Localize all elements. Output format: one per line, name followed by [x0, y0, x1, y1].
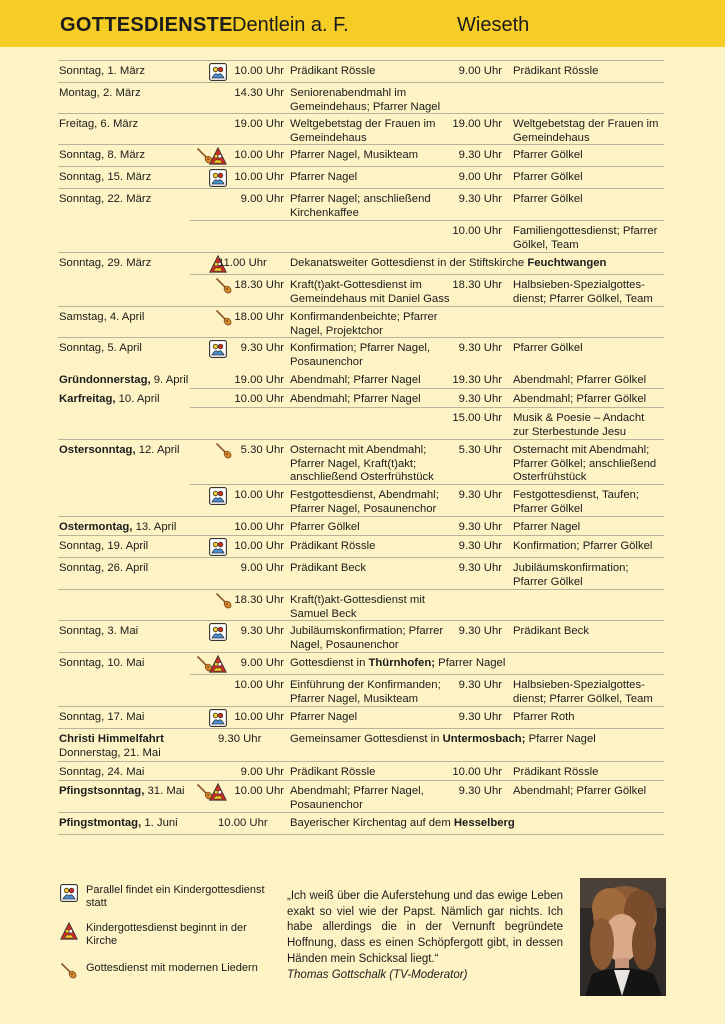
time-dentlein: 10.00 Uhr — [234, 65, 284, 77]
service-description-joint — [290, 257, 664, 271]
row-divider — [450, 220, 664, 221]
service-description-wieseth: Pfarrer Roth — [513, 711, 575, 723]
schedule-row — [58, 706, 664, 728]
time-dentlein: 10.00 Uhr — [234, 785, 284, 797]
schedule-row — [58, 780, 664, 812]
schedule-row — [58, 484, 664, 516]
date-text: Sonntag, 26. April — [59, 562, 149, 574]
holiday-name: Gründonnerstag, — [59, 374, 151, 386]
date-text: Sonntag, 22. März — [59, 193, 152, 205]
schedule-row — [58, 557, 664, 589]
date-text: Sonntag, 3. Mai — [59, 625, 139, 637]
time-dentlein: 9.30 Uhr — [218, 733, 262, 745]
service-date — [59, 193, 194, 207]
date-text: Sonntag, 5. April — [59, 342, 142, 354]
service-date — [59, 149, 194, 163]
date-text: Sonntag, 17. Mai — [59, 711, 145, 723]
holiday-name: Christi Himmelfahrt — [59, 733, 164, 745]
date-text: 31. Mai — [144, 785, 185, 797]
location-highlight: Hesselberg — [453, 817, 515, 829]
schedule-row — [58, 674, 664, 706]
holiday-name: Karfreitag, — [59, 393, 116, 405]
schedule-row — [58, 535, 664, 557]
service-date — [59, 171, 194, 185]
time-wieseth: 9.30 Uhr — [458, 393, 502, 405]
time-wieseth: 10.00 Uhr — [452, 766, 502, 778]
schedule-row — [58, 144, 664, 166]
time-wieseth: 19.30 Uhr — [452, 374, 502, 386]
holiday-name: Pfingstmontag, — [59, 817, 142, 829]
time-dentlein: 14.30 Uhr — [234, 87, 284, 99]
service-date — [59, 311, 194, 325]
service-description-wieseth: Abendmahl; Pfarrer Gölkel — [513, 785, 647, 797]
time-dentlein: 10.00 Uhr — [234, 540, 284, 552]
time-wieseth: 15.00 Uhr — [452, 412, 502, 424]
service-description-dentlein: Pfarrer Nagel; anschließend Kirchenkaffee — [290, 193, 431, 219]
description-text: Gottesdienst in — [290, 657, 369, 669]
time-dentlein: 9.00 Uhr — [240, 766, 284, 778]
service-date — [59, 87, 194, 101]
service-description-dentlein: Abendmahl; Pfarrer Nagel — [290, 374, 421, 386]
service-description-wieseth: Osternacht mit Abendmahl; Pfarrer Gölkel; anschließend Osterfrühstück — [513, 444, 657, 483]
service-date — [59, 562, 194, 576]
date-text-secondary: Donnerstag, 21. Mai — [59, 746, 161, 759]
service-date — [59, 733, 194, 760]
service-description-wieseth: Prädikant Beck — [513, 625, 589, 637]
kigo-parallel-icon — [60, 884, 78, 902]
service-description-dentlein: Pfarrer Nagel, Musikteam — [290, 149, 419, 161]
time-dentlein: 9.00 Uhr — [240, 657, 284, 669]
date-text: Freitag, 6. März — [59, 118, 139, 130]
schedule-row — [58, 306, 664, 337]
holiday-name: Ostersonntag, — [59, 444, 136, 456]
service-description-dentlein: Festgottesdienst, Abendmahl; Pfarrer Nagel, Posaunenchor — [290, 489, 439, 515]
date-text: Sonntag, 1. März — [59, 65, 146, 77]
time-dentlein: 11.00 Uhr — [218, 257, 267, 269]
service-date — [59, 374, 194, 388]
service-description-dentlein: Seniorenabendmahl im Gemeindehaus; Pfarrer Nagel — [290, 87, 441, 113]
schedule-row — [58, 252, 664, 274]
time-wieseth: 19.00 Uhr — [452, 118, 502, 130]
date-text: Sonntag, 8. März — [59, 149, 146, 161]
service-description-dentlein: Einführung der Konfirmanden; Pfarrer Nagel, Musikteam — [290, 679, 441, 705]
date-text: Sonntag, 24. Mai — [59, 766, 145, 778]
service-date — [59, 625, 194, 639]
schedule-row — [58, 166, 664, 188]
service-date — [59, 521, 194, 535]
service-date — [59, 342, 194, 356]
schedule-row — [58, 589, 664, 620]
service-description-dentlein: Pfarrer Gölkel — [290, 521, 360, 533]
schedule-row — [58, 82, 664, 113]
time-dentlein: 18.30 Uhr — [234, 594, 284, 606]
service-description-dentlein: Kraft(t)akt-Gottesdienst im Gemeindehaus mit Daniel Gass — [290, 279, 450, 305]
row-divider — [58, 834, 664, 835]
description-text: Pfarrer Nagel — [525, 733, 596, 745]
service-description-dentlein: Konfirmation; Pfarrer Nagel, Posaunenchor — [290, 342, 431, 368]
row-divider — [58, 589, 450, 590]
description-text: Bayerischer Kirchentag auf dem — [290, 817, 454, 829]
location-highlight: Thürnhofen; — [368, 657, 436, 669]
service-description-dentlein: Pfarrer Nagel — [290, 711, 358, 723]
service-description-joint — [290, 817, 664, 831]
time-dentlein: 10.00 Uhr — [234, 521, 284, 533]
time-wieseth: 9.30 Uhr — [458, 711, 502, 723]
kigo-kirche-icon — [60, 922, 78, 940]
legend-label: Gottesdienst mit modernen Liedern — [86, 962, 258, 974]
time-wieseth: 9.00 Uhr — [458, 171, 502, 183]
time-dentlein: 9.00 Uhr — [240, 562, 284, 574]
service-description-dentlein: Prädikant Beck — [290, 562, 366, 574]
date-text: Samstag, 4. April — [59, 311, 145, 323]
service-date — [59, 785, 194, 799]
service-description-wieseth: Weltgebetstag der Frauen im Gemeindehaus — [513, 118, 659, 144]
time-wieseth: 9.30 Uhr — [458, 149, 502, 161]
service-description-wieseth: Abendmahl; Pfarrer Gölkel — [513, 374, 647, 386]
schedule-row — [58, 337, 664, 369]
service-date — [59, 257, 194, 271]
schedule-row — [58, 620, 664, 652]
schedule-row — [58, 761, 664, 780]
time-wieseth: 9.30 Uhr — [458, 521, 502, 533]
service-description-dentlein: Prädikant Rössle — [290, 65, 376, 77]
holiday-name: Ostermontag, — [59, 521, 133, 533]
service-description-wieseth: Halbsieben-Spezialgottes-dienst; Pfarrer Gölkel, Team — [513, 279, 653, 305]
service-description-wieseth: Konfirmation; Pfarrer Gölkel — [513, 540, 653, 552]
schedule-row — [58, 728, 664, 761]
service-date — [59, 393, 194, 407]
service-description-wieseth: Pfarrer Gölkel — [513, 342, 583, 354]
legend-label: Kindergottesdienst beginnt in der Kirche — [86, 922, 247, 947]
column-heading-dentlein: Dentlein a. F. — [232, 14, 349, 36]
time-dentlein: 9.30 Uhr — [240, 342, 284, 354]
header-bar — [0, 0, 725, 47]
schedule-row — [58, 188, 664, 220]
time-wieseth: 9.30 Uhr — [458, 562, 502, 574]
service-date — [59, 65, 194, 79]
schedule-row — [58, 274, 664, 306]
schedule-row — [58, 407, 664, 439]
time-dentlein: 9.30 Uhr — [240, 625, 284, 637]
time-wieseth: 9.30 Uhr — [458, 540, 502, 552]
service-date — [59, 711, 194, 725]
date-text: Sonntag, 10. Mai — [59, 657, 145, 669]
schedule-row — [58, 369, 664, 388]
service-description-dentlein: Konfirmandenbeichte; Pfarrer Nagel, Projektchor — [290, 311, 438, 337]
service-description-dentlein: Osternacht mit Abendmahl; Pfarrer Nagel, Kraft(t)akt; anschließend Osterfrühstück — [290, 444, 434, 483]
service-description-wieseth: Pfarrer Gölkel — [513, 149, 583, 161]
schedule-row — [58, 113, 664, 144]
date-text: Montag, 2. März — [59, 87, 141, 99]
time-dentlein: 10.00 Uhr — [234, 171, 284, 183]
date-text: Sonntag, 29. März — [59, 257, 152, 269]
service-date — [59, 540, 194, 554]
date-text: 13. April — [132, 521, 177, 533]
time-wieseth: 9.30 Uhr — [458, 785, 502, 797]
service-description-dentlein: Prädikant Rössle — [290, 540, 376, 552]
time-wieseth: 9.30 Uhr — [458, 193, 502, 205]
time-dentlein: 18.30 Uhr — [234, 279, 284, 291]
service-date — [59, 444, 194, 458]
time-dentlein: 19.00 Uhr — [234, 374, 284, 386]
service-description-joint — [290, 733, 664, 747]
time-wieseth: 9.30 Uhr — [458, 489, 502, 501]
service-description-dentlein: Jubiläumskonfirmation; Pfarrer Nagel, Posaunenchor — [290, 625, 444, 651]
schedule-row — [58, 516, 664, 535]
service-description-dentlein: Abendmahl; Pfarrer Nagel, Posaunenchor — [290, 785, 424, 811]
service-description-wieseth: Musik & Poesie – Andacht zur Sterbestunde Jesu — [513, 412, 645, 438]
date-text: Sonntag, 19. April — [59, 540, 149, 552]
guitar-icon — [60, 962, 78, 980]
service-description-dentlein: Pfarrer Nagel — [290, 171, 358, 183]
time-wieseth: 10.00 Uhr — [452, 225, 502, 237]
service-date — [59, 766, 194, 780]
column-heading-wieseth: Wieseth — [457, 14, 530, 36]
service-description-wieseth: Festgottesdienst, Taufen; Pfarrer Gölkel — [513, 489, 640, 515]
time-wieseth: 9.30 Uhr — [458, 625, 502, 637]
page-title: GOTTESDIENSTE — [60, 14, 233, 36]
quote-text: „Ich weiß über die Auferstehung und das ewige Leben exakt so viel wie der Papst. Nämlich gar nichts. Ich habe allerdings die in der Vernunft begründete Hoffnung, dass es einen Schöpfergott gibt, in dessen Händen mein Schicksal liegt.“ — [287, 890, 563, 965]
time-dentlein: 10.00 Uhr — [234, 679, 284, 691]
date-text: 1. Juni — [141, 817, 178, 829]
service-description-wieseth: Prädikant Rössle — [513, 766, 599, 778]
schedule-row — [58, 439, 664, 484]
location-highlight: Untermosbach; — [442, 733, 526, 745]
legend-label: Parallel findet ein Kindergottesdienst statt — [86, 884, 265, 909]
schedule-row — [58, 220, 664, 252]
time-dentlein: 18.00 Uhr — [234, 311, 284, 323]
service-description-dentlein: Kraft(t)akt-Gottesdienst mit Samuel Beck — [290, 594, 425, 620]
date-text: Sonntag, 15. März — [59, 171, 152, 183]
service-description-wieseth: Halbsieben-Spezialgottes-dienst; Pfarrer Gölkel, Team — [513, 679, 653, 705]
location-highlight: Feuchtwangen — [527, 257, 607, 269]
service-description-wieseth: Prädikant Rössle — [513, 65, 599, 77]
time-wieseth: 9.30 Uhr — [458, 679, 502, 691]
time-dentlein: 10.00 Uhr — [218, 817, 268, 829]
date-text: 9. April — [150, 374, 189, 386]
time-wieseth: 9.00 Uhr — [458, 65, 502, 77]
portrait-photo — [580, 878, 666, 996]
description-text: Gemeinsamer Gottesdienst in — [290, 733, 443, 745]
service-description-wieseth: Abendmahl; Pfarrer Gölkel — [513, 393, 647, 405]
description-text: Pfarrer Nagel — [435, 657, 506, 669]
service-date — [59, 817, 194, 831]
schedule-row — [58, 652, 664, 674]
time-dentlein: 9.00 Uhr — [240, 193, 284, 205]
schedule-row — [58, 388, 664, 407]
service-date — [59, 657, 194, 671]
time-dentlein: 10.00 Uhr — [234, 711, 284, 723]
service-description-wieseth: Pfarrer Nagel — [513, 521, 581, 533]
service-description-dentlein: Weltgebetstag der Frauen im Gemeindehaus — [290, 118, 436, 144]
time-dentlein: 5.30 Uhr — [240, 444, 284, 456]
service-description-wieseth: Pfarrer Gölkel — [513, 193, 583, 205]
service-date — [59, 118, 194, 132]
description-text: Dekanatsweiter Gottesdienst in der Stiftskirche — [290, 257, 528, 269]
holiday-name: Pfingstsonntag, — [59, 785, 145, 797]
schedule-row — [58, 60, 664, 82]
service-description-dentlein: Abendmahl; Pfarrer Nagel — [290, 393, 421, 405]
time-wieseth: 5.30 Uhr — [458, 444, 502, 456]
time-wieseth: 18.30 Uhr — [452, 279, 502, 291]
service-description-joint — [290, 657, 664, 671]
time-dentlein: 19.00 Uhr — [234, 118, 284, 130]
date-text: 12. April — [135, 444, 180, 456]
quote-block — [287, 889, 563, 983]
service-description-wieseth: Pfarrer Gölkel — [513, 171, 583, 183]
time-dentlein: 10.00 Uhr — [234, 149, 284, 161]
time-dentlein: 10.00 Uhr — [234, 393, 284, 405]
time-dentlein: 10.00 Uhr — [234, 489, 284, 501]
service-description-wieseth: Jubiläumskonfirmation; Pfarrer Gölkel — [513, 562, 629, 588]
date-text: 10. April — [115, 393, 160, 405]
service-description-dentlein: Prädikant Rössle — [290, 766, 376, 778]
service-description-wieseth: Familiengottesdienst; Pfarrer Gölkel, Team — [513, 225, 658, 251]
schedule-row — [58, 812, 664, 834]
time-wieseth: 9.30 Uhr — [458, 342, 502, 354]
quote-author: Thomas Gottschalk (TV-Moderator) — [287, 968, 468, 981]
